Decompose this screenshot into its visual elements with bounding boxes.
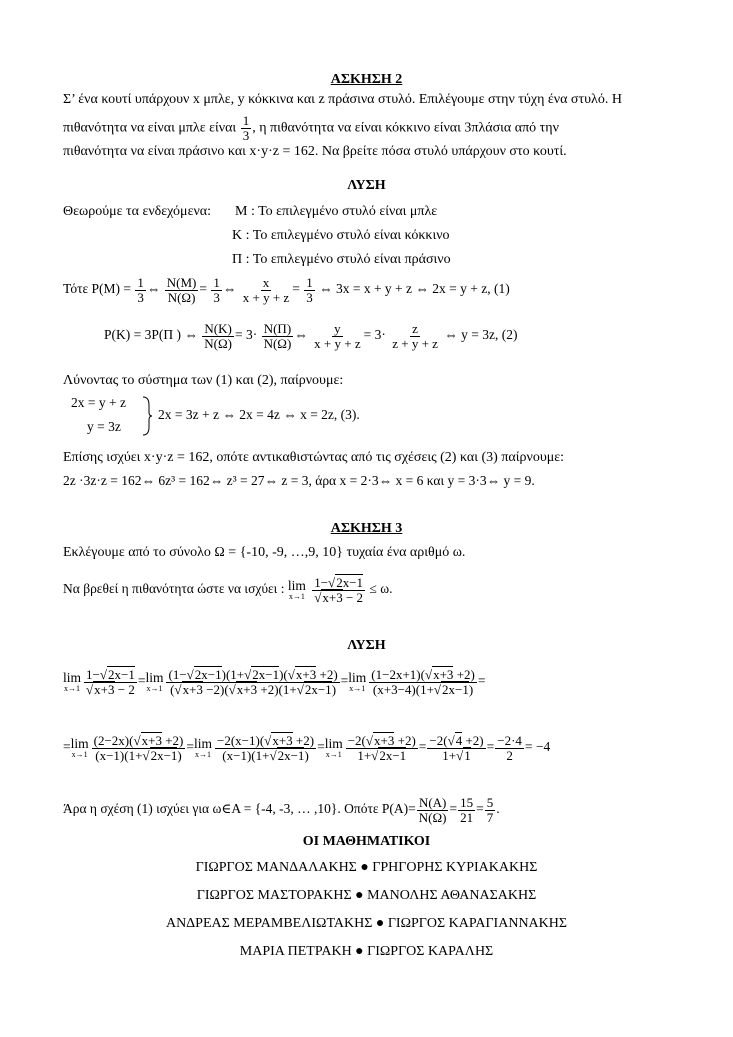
event-k: Κ : Το επιλεγμένο στυλό είναι κόκκινο (232, 228, 450, 243)
also-text: Επίσης ισχύει x·y·z = 162, οπότε αντικαθιστώντας από τις σχέσεις (2) και (3) παίρνουμε: (63, 450, 565, 465)
authors-line-3: ΑΝΔΡΕΑΣ ΜΕΡΑΜΒΕΛΙΩΤΑΚΗΣ ● ΓΙΩΡΓΟΣ ΚΑΡΑΓΙΑΝΝΑΚΗΣ (165, 916, 568, 931)
exercise-2-solution-title: ΛΥΣΗ (347, 178, 386, 193)
exercise-3-solution-title: ΛΥΣΗ (347, 638, 386, 653)
document-page: ΑΣΚΗΣΗ 2 Σ’ ένα κουτί υπάρχουν x μπλε, y κόκκινα και z πράσινα στυλό. Επιλέγουμε στην τύχη ένα στυλό. Η πιθανότητα να είναι μπλε είναι $\frac{1}{3}$ , η πιθανότητα να είναι κόκκινο είναι 3πλάσια από την πιθανότητα να είναι πράσινο και x·y·z = 162. Να βρείτε πόσα στυλό υπάρχουν στο κουτί. ΛΥΣΗ Θεωρούμε τα ενδεχόμενα: Μ : Το επιλεγμένο στυλό είναι μπλε Κ : Το επιλεγμένο στυλό είναι κόκκινο Π : Το επιλεγμένο στυλό είναι πράσινο Τότε P(M) = $\frac{1}{3}$ ⇔ $\frac{N(M)}{N(\Omega)}$ = $\frac{1}{3}$ ⇔ $\frac{x}{x + y + z}$ = $\frac{1}{3}$ ⇔ 3x = x + y + z ⇔ 2x = y + z, (1) P(K) = 3P(Π ) ⇔ $\frac{N(K)}{N(\Omega)}$ = 3· $\frac{N(\Pi)}{N(\Omega)}$ ⇔ $\frac{y}{x + y + z}$ = 3· $\frac{z}{z + y + z}$ ⇔ y = 3z, (2) Λύνοντας το σύστημα των (1) και (2), παίρνουμε: 2x = y + z y = 3z 2x = 3z + z ⇔ 2x = 4z ⇔ x = 2z, (3). Επίσης ισχύει x·y·z = 162, οπότε αντικαθιστώντας από τις σχέσεις (2) και (3) παίρνουμε: 2z ·3z·z = 162⇔ 6z³ = 162⇔ z³ = 27⇔ z = 3, άρα x = 2·3⇔ x = 6 και y = 3·3⇔ y = 9. ΑΣΚΗΣΗ 3 Εκλέγουμε από το σύνολο Ω = {-10, -9, …,9, 10} τυχαία ένα αριθμό ω. Να βρεθεί η πιθανότητα ώστε να ισχύει : lim x→1 $\frac{1-√2x-1}{√x+3 - 2}$ ≤ ω. ΛΥΣΗ lim x→1 $\frac{1-√2x-1}{√x+3 - 2}$ = lim x→1 $\frac{(1-√2x-1)(1+√2x-1)(√x+3 +2)}{(√x+3 -2)(√x+3 +2)(1+√2x-1)}$ = lim x→1 $\frac{(1-2x+1)(√x+3 +2)}{(x+3-4)(1+√2x-1)}$ = = lim x→1 $\frac{(2-2x)(√x+3 +2)}{(x-1)(1+√2x-1)}$ = lim x→1 $\frac{-2(x-1)(√x+3 +2)}{(x-1)(1+√2x-1)}$ = lim x→1 $\frac{-2(√x+3 +2)}{1+√2x-1}$ = $\frac{-2(√4 +2)}{1+√1}$ = $\frac{-2\cdot 4}{2}$ = −4 Άρα η σχέση (1) ισχύει για ω∈A = {-4, -3, … ,10}. Οπότε P(A)= $\frac{N(A)}{N(\Omega)}$ = $\frac{15}{21}$ = $\frac{5}{7}$ . ΟΙ ΜΑΘΗΜΑΤΙΚΟΙ ΓΙΩΡΓΟΣ ΜΑΝΔΑΛΑΚΗΣ ● ΓΡΗΓΟΡΗΣ ΚΥΡΙΑΚΑΚΗΣ ΓΙΩΡΓΟΣ ΜΑΣΤΟΡΑΚΗΣ ● ΜΑΝΟΛΗΣ ΑΘΑΝΑΣΑΚΗΣ ΑΝΔΡΕΑΣ ΜΕΡΑΜΒΕΛΙΩΤΑΚΗΣ ● ΓΙΩΡΓΟΣ ΚΑΡΑΓΙΑΝΝΑΚΗΣ ΜΑΡΙΑ ΠΕΤΡΑΚΗ ● ΓΙΩΡΓΟΣ ΚΑΡΑΛΗΣ (0, 0, 733, 1037)
equation-1: Τότε P(M) = $\frac{1}{3}$ ⇔ $\frac{N(M)}{N(\Omega)}$ = $\frac{1}{3}$ ⇔ $\frac{x}{x + y + z}$ = $\frac{1}{3}$ ⇔ 3x = x + y + z ⇔ 2x = y + z, (1) (63, 275, 510, 305)
authors-title: ΟΙ ΜΑΘΗΜΑΤΙΚΟΙ (302, 834, 431, 849)
authors-line-4: ΜΑΡΙΑ ΠΕΤΡΑΚΗ ● ΓΙΩΡΓΟΣ ΚΑΡΑΛΗΣ (239, 944, 494, 959)
exercise-2-text-line-2 (63, 114, 671, 142)
equation-2: P(K) = 3P(Π ) ⇔ $\frac{N(K)}{N(\Omega)}$ = 3· $\frac{N(\Pi)}{N(\Omega)}$ ⇔ $\frac{y}{x + y + z}$ = 3· $\frac{z}{z + y + z}$ ⇔ y = 3z, (2) (104, 321, 518, 351)
exercise-2-text-line-1: Σ’ ένα κουτί υπάρχουν x μπλε, y κόκκινα και z πράσινα στυλό. Επιλέγουμε στην τύχη ένα στυλό. Η (63, 92, 622, 107)
events-intro: Θεωρούμε τα ενδεχόμενα: (63, 204, 211, 219)
solving-text: Λύνοντας το σύστημα των (1) και (2), παίρνουμε: (63, 373, 344, 388)
authors-line-2: ΓΙΩΡΓΟΣ ΜΑΣΤΟΡΑΚΗΣ ● ΜΑΝΟΛΗΣ ΑΘΑΝΑΣΑΚΗΣ (196, 888, 537, 903)
exercise-2-title: ΑΣΚΗΣΗ 2 (330, 72, 403, 87)
limit-derivation-line-2: = lim x→1 $\frac{(2-2x)(√x+3 +2)}{(x-1)(1+√2x-1)}$ = lim x→1 $\frac{-2(x-1)(√x+3 +2)}{(x-1)(1+√2x-1)}$ = lim x→1 $\frac{-2(√x+3 +2)}{1+√2x-1}$ = $\frac{-2(√4 +2)}{1+√1}$ = $\frac{-2\cdot 4}{2}$ = −4 (63, 733, 551, 763)
exercise-3-title: ΑΣΚΗΣΗ 3 (330, 521, 403, 536)
exercise-2-text-line-3: πιθανότητα να είναι πράσινο και x·y·z = 162. Να βρείτε πόσα στυλό υπάρχουν στο κουτί. (63, 144, 567, 159)
fraction-one-third: $\frac{1}{3}$ (242, 113, 250, 143)
event-m: Μ : Το επιλεγμένο στυλό είναι μπλε (235, 204, 438, 219)
exercise-3-conclusion: Άρα η σχέση (1) ισχύει για ω∈A = {-4, -3, … ,10}. Οπότε P(A)= $\frac{N(A)}{N(\Omega)}$ = $\frac{15}{21}$ = $\frac{5}{7}$ . (63, 795, 500, 825)
final-result: 2z ·3z·z = 162⇔ 6z³ = 162⇔ z³ = 27⇔ z = 3, άρα x = 2·3⇔ x = 6 και y = 3·3⇔ y = 9. (63, 473, 535, 488)
exercise-3-text-line-2: Να βρεθεί η πιθανότητα ώστε να ισχύει : lim x→1 $\frac{1-√2x-1}{√x+3 - 2}$ ≤ ω. (63, 575, 393, 605)
event-p: Π : Το επιλεγμένο στυλό είναι πράσινο (232, 252, 451, 267)
exercise-2-text-line-2b: , η πιθανότητα να είναι κόκκινο είναι 3πλάσια από την (252, 120, 559, 136)
exercise-2-text-line-2a: πιθανότητα να είναι μπλε είναι (63, 120, 237, 136)
right-brace (141, 395, 153, 437)
limit-derivation-line-1: lim x→1 $\frac{1-√2x-1}{√x+3 - 2}$ = lim x→1 $\frac{(1-√2x-1)(1+√2x-1)(√x+3 +2)}{(√x+3 -2)(√x+3 +2)(1+√2x-1)}$ = lim x→1 $\frac{(1-2x+1)(√x+3 +2)}{(x+3-4)(1+√2x-1)}$ = (63, 667, 486, 697)
exercise-3-text-line-1: Εκλέγουμε από το σύνολο Ω = {-10, -9, …,9, 10} τυχαία ένα αριθμό ω. (63, 545, 466, 560)
authors-line-1: ΓΙΩΡΓΟΣ ΜΑΝΔΑΛΑΚΗΣ ● ΓΡΗΓΟΡΗΣ ΚΥΡΙΑΚΑΚΗΣ (195, 860, 538, 875)
